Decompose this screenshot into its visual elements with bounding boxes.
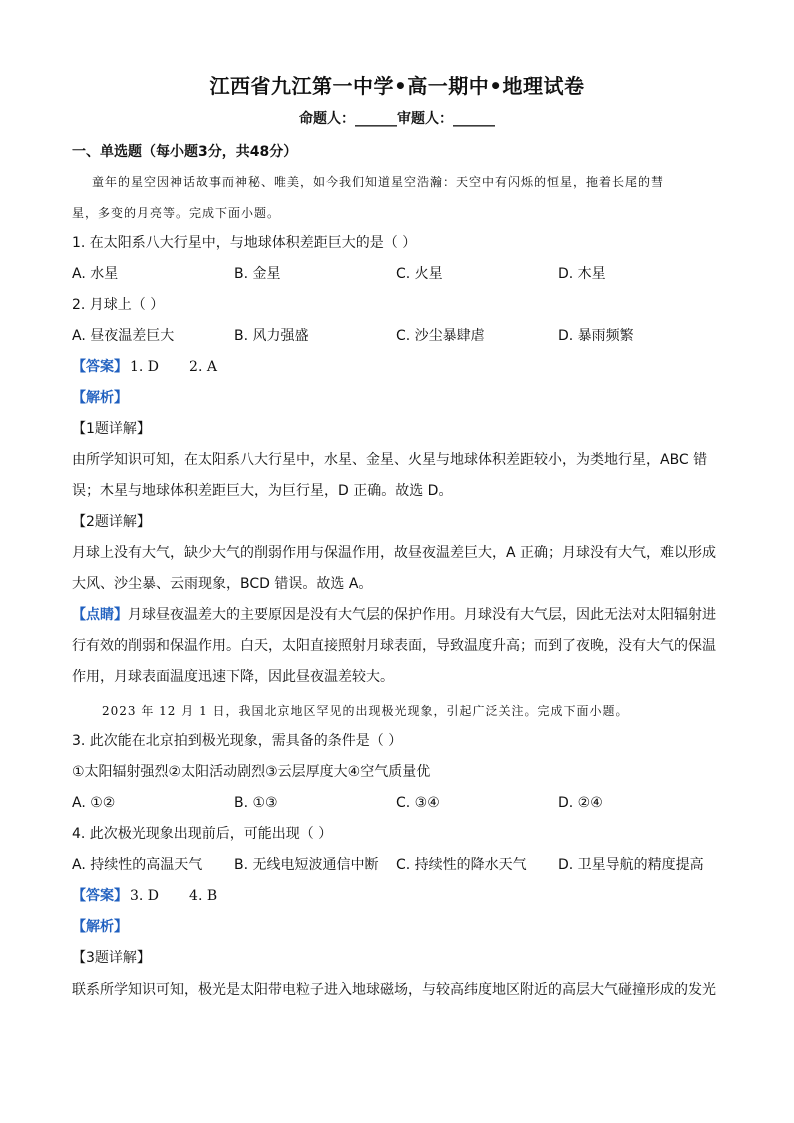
answer-2: 2. A [189, 359, 217, 375]
question-3-options [72, 793, 722, 813]
question-1-stem: 1. 在太阳系八大行星中，与地球体积差距巨大的是（ ） [72, 235, 417, 251]
analysis-tag: 【解析】 [72, 390, 128, 406]
passage-2: 2023 年 12 月 1 日，我国北京地区罕见的出现极光现象，引起广泛关注。完成下面小题。 [102, 704, 629, 718]
question-3-option-b: B. ①③ [234, 795, 278, 811]
question-4-option-c: C. 持续性的降水天气 [396, 857, 527, 873]
answer-block-2 [72, 886, 722, 906]
detail-2-line-1: 月球上没有大气，缺少大气的削弱作用与保温作用，故昼夜温差巨大，A 正确；月球没有大气，难以形成 [72, 545, 717, 561]
question-3-stem: 3. 此次能在北京拍到极光现象，需具备的条件是（ ） [72, 733, 403, 749]
detail-1-tag: 【1题详解】 [72, 421, 151, 437]
detail-1-line-2: 误；木星与地球体积差距巨大，为巨行星，D 正确。故选 D。 [72, 483, 453, 499]
detail-1-line-1: 由所学知识可知，在太阳系八大行星中，水星、金星、火星与地球体积差距较小，为类地行星，ABC 错 [72, 452, 708, 468]
point-text-1: 月球昼夜温差大的主要原因是没有大气层的保护作用。月球没有大气层，因此无法对太阳辐射进 [128, 607, 716, 623]
question-4-stem: 4. 此次极光现象出现前后，可能出现（ ） [72, 826, 333, 842]
question-2-option-a: A. 昼夜温差巨大 [72, 328, 175, 344]
question-1-option-d: D. 木星 [558, 266, 606, 282]
question-2-stem: 2. 月球上（ ） [72, 297, 165, 313]
passage-1-line-2: 星，多变的月亮等。完成下面小题。 [72, 206, 281, 220]
question-1-options [72, 264, 722, 284]
analysis-tag-2: 【解析】 [72, 919, 128, 935]
answer-tag-2: 【答案】 [72, 888, 128, 904]
question-4-options [72, 855, 722, 875]
question-1-option-b: B. 金星 [234, 266, 281, 282]
question-4-option-d: D. 卫星导航的精度提高 [558, 857, 704, 873]
question-3-conditions: ①太阳辐射强烈②太阳活动剧烈③云层厚度大④空气质量优 [72, 764, 431, 780]
detail-3-line-1: 联系所学知识可知，极光是太阳带电粒子进入地球磁场，与较高纬度地区附近的高层大气碰撞形成的发光 [72, 982, 716, 998]
answer-tag: 【答案】 [72, 359, 128, 375]
detail-3-tag: 【3题详解】 [72, 950, 151, 966]
question-2-option-b: B. 风力强盛 [234, 328, 309, 344]
point-line-3: 作用，月球表面温度迅速下降，因此昼夜温差较大。 [72, 669, 394, 685]
question-1-option-c: C. 火星 [396, 266, 443, 282]
answer-1: 1. D [130, 359, 160, 375]
point-line-1 [72, 605, 722, 625]
question-2-option-d: D. 暴雨频繁 [558, 328, 634, 344]
question-2-option-c: C. 沙尘暴肆虐 [396, 328, 485, 344]
answer-block-1 [72, 357, 722, 377]
question-1-option-a: A. 水星 [72, 266, 119, 282]
detail-2-line-2: 大风、沙尘暴、云雨现象，BCD 错误。故选 A。 [72, 576, 373, 592]
answer-3: 3. D [130, 888, 160, 904]
page-title: 江西省九江第一中学•高一期中•地理试卷 [209, 74, 585, 98]
detail-2-tag: 【2题详解】 [72, 514, 151, 530]
question-2-options [72, 326, 722, 346]
passage-1-line-1: 童年的星空因神话故事而神秘、唯美，如今我们知道星空浩瀚：天空中有闪烁的恒星，拖着长尾的彗 [92, 175, 665, 189]
question-3-option-a: A. ①② [72, 795, 116, 811]
question-4-option-a: A. 持续性的高温天气 [72, 857, 203, 873]
point-tag: 【点睛】 [72, 607, 128, 623]
question-4-option-b: B. 无线电短波通信中断 [234, 857, 379, 873]
question-3-option-d: D. ②④ [558, 795, 603, 811]
author-line: 命题人：______审题人：______ [299, 111, 495, 127]
answer-4: 4. B [189, 888, 218, 904]
section-heading: 一、单选题（每小题3分，共48分） [72, 144, 298, 160]
point-line-2: 行有效的削弱和保温作用。白天，太阳直接照射月球表面，导致温度升高；而到了夜晚，没有大气的保温 [72, 638, 716, 654]
question-3-option-c: C. ③④ [396, 795, 440, 811]
